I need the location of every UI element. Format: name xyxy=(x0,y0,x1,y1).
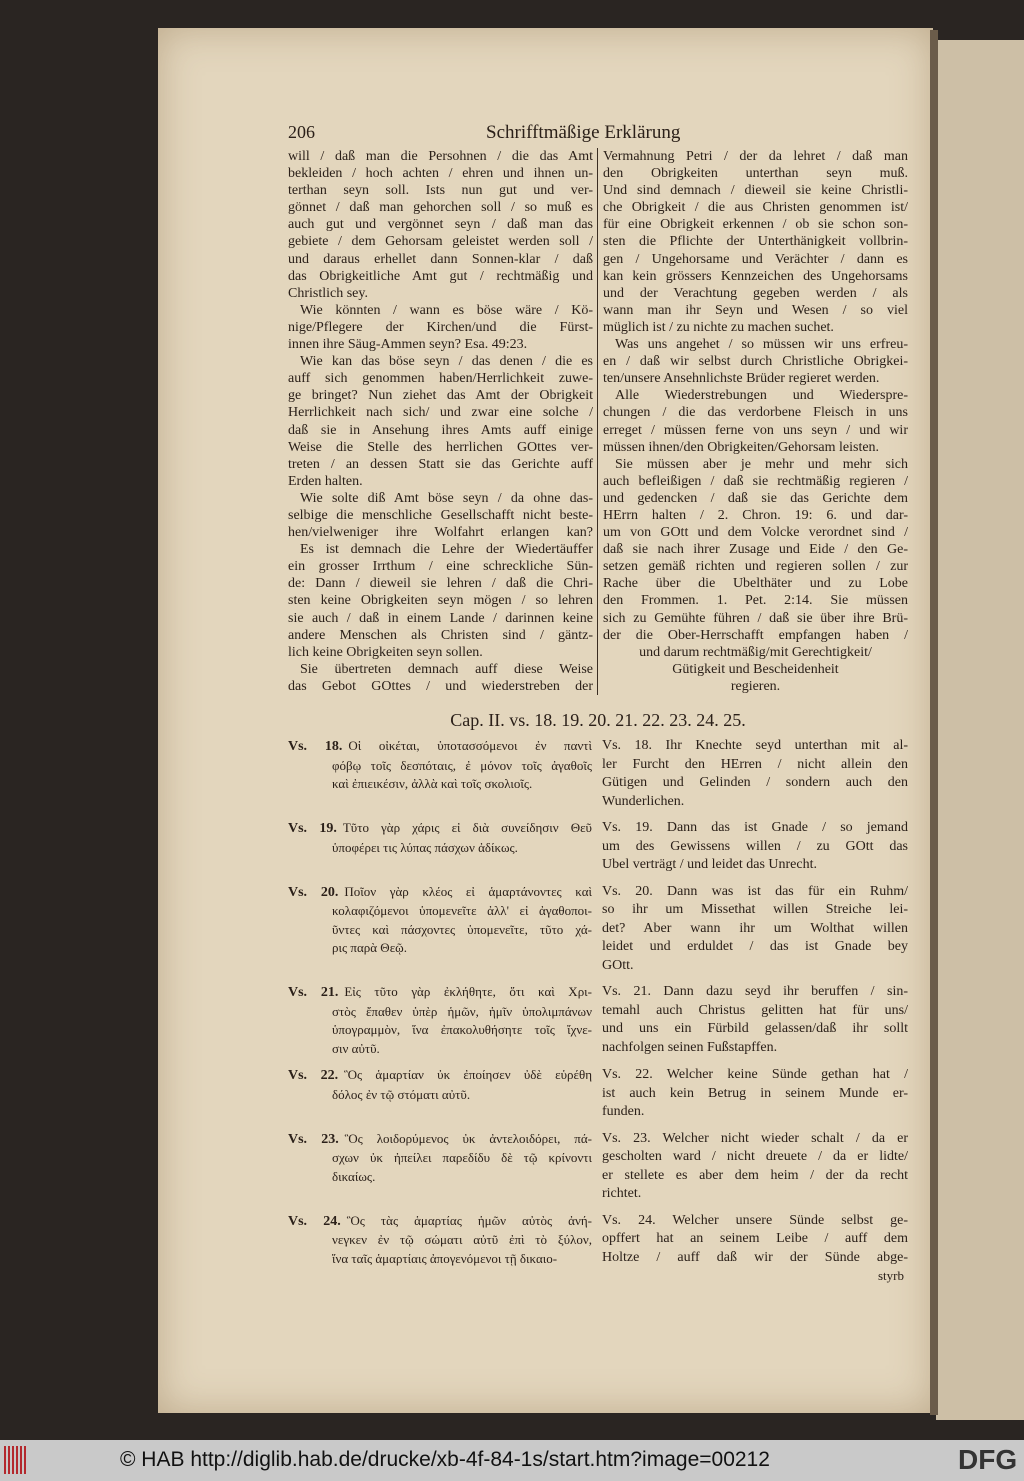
text-line: auch gut und vergönnet seyn / daß man das xyxy=(288,217,593,233)
text-line: hen/vielweniger ihre Wolfahrt erlangen kan? xyxy=(288,525,593,541)
text-line: müssen ihnen/den Obrigkeiten/Gehorsam leisten. xyxy=(603,439,880,455)
german-verse xyxy=(598,1130,908,1204)
german-line: Ubel verträgt / und leidet das Unrecht. xyxy=(602,857,817,872)
text-line: den Frommen. 1. Pet. 2:14. Sie müssen xyxy=(603,593,908,609)
text-line: Es ist demnach die Lehre der Wiedertäuffer xyxy=(300,542,593,558)
german-line: Vs. 19. Dann das ist Gnade / so jemand xyxy=(602,820,908,835)
chapter-heading: Cap. II. vs. 18. 19. 20. 21. 22. 23. 24. 25. xyxy=(450,710,746,730)
text-line: terthan seyn soll. Ists nun gut und ver- xyxy=(288,183,593,199)
text-line: Vermahnung Petri / der da lehret / daß man xyxy=(603,149,908,164)
greek-line: ἵνα ταῖς ἁμαρτίαις ἀπογενόμενοι τῇ δικαιο- xyxy=(332,1250,558,1266)
text-line: HErrn halten / 2. Chron. 19: 6. und dar- xyxy=(603,507,908,523)
german-line: opffert hat an seinem Leibe / auff dem xyxy=(602,1231,908,1246)
german-verse xyxy=(598,983,908,1058)
greek-line: ὑπογραμμὸν, ἵνα ἐπακολυθήσητε τοῖς ἴχνε- xyxy=(332,1022,592,1037)
text-line: treten / an dessen Statt sie das Gerichte auff xyxy=(288,456,593,472)
text-line: Sie übertreten demnach auff diese Weise xyxy=(300,661,593,677)
text-line: che Obrigkeit / die aus Christen genommen ist/ xyxy=(603,200,908,216)
greek-verse xyxy=(288,737,598,811)
text-line: gebiete / dem Gehorsam geleistet werden soll / xyxy=(288,234,593,250)
text-line: daß sie nach ihrer Zusage und Eide / den Ge- xyxy=(603,542,908,558)
text-line: ge bringet? Nun ziehet das Amt der Obrigkeit xyxy=(288,388,593,404)
german-line: ist auch kein Betrug in seinem Munde er- xyxy=(602,1085,908,1101)
text-line: Rache über die Ubelthäter und zu Lobe xyxy=(603,576,908,592)
german-verse xyxy=(598,819,908,875)
text-line: Gütigkeit und Bescheidenheit xyxy=(672,661,839,677)
german-line: nachfolgen seinen Fußstapffen. xyxy=(602,1039,778,1055)
german-verse xyxy=(598,1066,908,1122)
text-line: Weise die Stelle des herrlichen GOttes ver- xyxy=(288,439,593,455)
text-line: gen / Ungehorsame und Verächter / dann es xyxy=(603,251,908,267)
page-content xyxy=(288,122,908,1284)
greek-line: σχων ὐκ ἠπείλει παρεδίδυ δὲ τῷ κρίνοντι xyxy=(332,1150,592,1165)
catchword: styrb xyxy=(878,1268,904,1283)
german-line: Gütigen und Gelinden / sondern auch den xyxy=(602,775,908,790)
text-line: Wie könnten / wann es böse wäre / Kö- xyxy=(300,302,593,318)
right-column xyxy=(597,148,908,695)
dfg-logo: DFG xyxy=(958,1444,1018,1475)
verse-number: Vs. 21. xyxy=(288,985,339,1000)
german-line: richtet. xyxy=(602,1186,642,1201)
german-verse xyxy=(598,1212,908,1269)
text-line: andere Menschen als Christen sind / gäntz- xyxy=(288,627,593,643)
greek-line: δικαίως. xyxy=(332,1168,376,1184)
text-line: und darum rechtmäßig/mit Gerechtigkeit/ xyxy=(639,644,872,660)
text-line: wann man ihr Seyn und Wesen / so viel xyxy=(603,302,908,318)
greek-line: Εἰς τῦτο γὰρ ἐκλήθητε, ὅτι καὶ Χρι- xyxy=(344,984,593,999)
footer-copyright-url[interactable]: © HAB http://diglib.hab.de/drucke/xb-4f-84-1s/start.htm?image=00212 xyxy=(120,1448,770,1471)
text-line: selbige die menschliche Gesellschafft nicht beste- xyxy=(288,507,593,523)
footer-bar xyxy=(0,1440,1024,1481)
german-verse xyxy=(598,737,908,811)
left-column xyxy=(288,148,597,695)
text-line: will / daß man die Persohnen / die das Amt xyxy=(288,149,593,164)
text-line: gönnet / daß man gehorchen soll / so muß es xyxy=(288,200,593,216)
german-line: gescholten ward / nicht dreuete / da er lidte/ xyxy=(602,1149,908,1164)
two-column-text xyxy=(288,148,908,695)
text-line: das Gebot GOttes / und wiederstreben der xyxy=(288,678,593,694)
german-line: und uns ein Fürbild gelassen/daß ihr sollt xyxy=(602,1021,908,1036)
german-verse xyxy=(598,883,908,976)
text-line: und gedencken / daß sie das Gerichte dem xyxy=(603,490,908,506)
text-line: Sie müssen aber je mehr und mehr sich xyxy=(615,456,908,472)
german-line: Vs. 18. Ihr Knechte seyd unterthan mit al- xyxy=(602,738,908,753)
text-line: bekleiden / hoch achten / ehren und ihnen un- xyxy=(288,166,593,182)
greek-line: δόλος ἐν τῷ στόματι αὐτῦ. xyxy=(332,1086,471,1102)
text-line: nige/Pflegere der Kirchen/und die Fürst- xyxy=(288,319,593,335)
greek-line: νεγκεν ἐν τῷ σώματι αὐτῦ ἐπὶ τὸ ξύλον, xyxy=(332,1232,592,1247)
greek-verse xyxy=(288,1130,598,1204)
text-line: ein grosser Irrthum / eine schreckliche Sün- xyxy=(288,559,593,575)
page-number: 206 xyxy=(288,122,315,142)
greek-line: Ποῖον γὰρ κλέος εἰ ἁμαρτάνοντες καὶ xyxy=(344,883,593,899)
german-line: leidet und erduldet / das ist Gnade bey xyxy=(602,939,908,954)
german-line: det? Aber wann ihr um Wolthat willen xyxy=(602,920,908,936)
greek-line: σιν αὐτῦ. xyxy=(332,1040,380,1056)
text-line: lich keine Obrigkeiten seyn sollen. xyxy=(288,644,483,660)
german-line: Vs. 20. Dann was ist das für ein Ruhm/ xyxy=(602,883,908,899)
text-line: Herrlichkeit nach sich/ und zwar eine solche / xyxy=(288,405,593,421)
text-line: Erden halten. xyxy=(288,473,363,489)
page-header xyxy=(288,122,908,148)
german-line: Wunderlichen. xyxy=(602,793,685,809)
text-line: setzen gemäß richten und regieren sollen / zur xyxy=(603,559,908,575)
verse-number: Vs. 23. xyxy=(288,1131,339,1147)
text-line: kan kein grössers Kennzeichen des Ungehorsams xyxy=(603,268,908,284)
text-line: de: Dann / dieweil sie lehren / daß die Chri- xyxy=(288,576,593,592)
greek-line: Ὃς τὰς ἁμαρτίας ἡμῶν αὐτὸς ἀνή- xyxy=(346,1212,592,1228)
german-line: GOtt. xyxy=(602,957,634,973)
greek-line: ῦντες καὶ πάσχοντες ὑπομενεῖτε, τῦτο χά- xyxy=(332,921,592,937)
text-line: um von GOtt und dem Volcke verordnet sind / xyxy=(603,525,908,541)
greek-line: Τῦτο γὰρ χάρις εἰ διὰ συνείδησιν Θεῦ xyxy=(342,820,592,835)
text-line: für eine Obrigkeit erkennen / ob sie schon son- xyxy=(603,217,908,233)
greek-verse xyxy=(288,883,598,976)
text-line: Und sind demnach / dieweil sie keine Christli- xyxy=(603,183,908,199)
text-line: und der Verachtung gegeben werden / als xyxy=(603,285,908,301)
greek-line: Οἱ οἰκέται, ὑποτασσόμενοι ἐν παντὶ xyxy=(348,738,593,753)
verse-number: Vs. 22. xyxy=(288,1068,339,1083)
adjacent-page-edge xyxy=(936,40,1024,1420)
hab-logo-icon xyxy=(4,1446,26,1474)
text-line: sten die Pflichte der Unterthänigkeit vollbrin- xyxy=(603,234,908,250)
text-line: ten/unsere Ansehnlichste Brüder regieret werden. xyxy=(603,371,880,387)
german-line: funden. xyxy=(602,1104,645,1119)
german-line: Vs. 24. Welcher unsere Sünde selbst ge- xyxy=(602,1212,908,1228)
greek-verse xyxy=(288,1066,598,1122)
text-line: Wie kan das böse seyn / das denen / die es xyxy=(300,354,593,370)
greek-verse xyxy=(288,1212,598,1269)
text-line: sich zu Gemühte führen / daß sie über ihre Brü- xyxy=(603,610,908,626)
german-line: temahl auch Christus gelitten hat für uns/ xyxy=(602,1002,908,1018)
greek-line: Ὃς ἁμαρτίαν ὐκ ἐποίησεν ὐδὲ εὑρέθη xyxy=(344,1067,592,1082)
text-line: auch befleißigen / daß sie rechtmäßig regieren / xyxy=(603,473,908,489)
greek-verse xyxy=(288,819,598,875)
text-line: der die Ober-Herrschafft empfangen haben / xyxy=(603,627,908,643)
text-line: Christlich sey. xyxy=(288,285,368,301)
text-line: erreget / müssen ferne von uns seyn / und wir xyxy=(603,422,908,438)
greek-line: ὑποφέρει τις λύπας πάσχων ἀδίκως. xyxy=(332,839,518,855)
text-line: den Obrigkeiten unterthan seyn muß. xyxy=(603,166,908,182)
greek-line: Ὃς λοιδορύμενος ὐκ ἀντελοιδόρει, πά- xyxy=(344,1130,592,1146)
german-line: um des Gewissens willen / zu GOtt das xyxy=(602,838,908,854)
german-line: ler Furcht den HErren / nicht allein den xyxy=(602,756,908,772)
greek-line: κολαφιζόμενοι ὑπομενεῖτε ἀλλ' εἰ ἀγαθοποι- xyxy=(332,903,592,918)
german-line: Holtze / auff daß wir der Sünde abge- xyxy=(602,1249,908,1265)
text-line: daß sie in Ansehung ihres Amts auff einige xyxy=(288,422,593,438)
text-line: regieren. xyxy=(730,678,781,694)
verse-number: Vs. 18. xyxy=(288,739,343,754)
german-line: so ihr um Missethat willen Streiche lei- xyxy=(602,902,908,917)
text-line: innen ihre Säug-Ammen seyn? Esa. 49:23. xyxy=(288,337,528,353)
page-gutter-shadow xyxy=(930,30,938,1415)
running-head: Schrifftmäßige Erklärung xyxy=(486,122,681,143)
text-line: Wie solte diß Amt böse seyn / da ohne das- xyxy=(300,490,593,506)
greek-line: ρις παρὰ Θεῷ. xyxy=(332,940,407,955)
text-line: und daraus erhellet dann Sonnen-klar / daß xyxy=(288,251,593,267)
text-line: sie auch / daß in einem Lande / darinnen keine xyxy=(288,610,593,626)
german-line: Vs. 21. Dann dazu seyd ihr beruffen / sin- xyxy=(602,984,908,999)
verse-list xyxy=(288,737,908,1268)
text-line: chungen / die das verdorbene Fleisch in uns xyxy=(603,405,908,421)
verse-number: Vs. 19. xyxy=(288,821,337,836)
text-line: müglich ist / zu nichte zu machen suchet. xyxy=(603,319,834,335)
german-line: Vs. 23. Welcher nicht wieder schalt / da er xyxy=(602,1130,908,1146)
greek-verse xyxy=(288,983,598,1058)
greek-line: καὶ ἐπιεικέσιν, ἀλλὰ καὶ τοῖς σκολιοῖς. xyxy=(332,776,533,791)
text-line: Was uns angehet / so müssen wir uns erfreu- xyxy=(615,337,908,353)
greek-line: φόβῳ τοῖς δεσπόταις, ἐ μόνον τοῖς ἀγαθοῖς xyxy=(332,757,592,773)
verse-number: Vs. 20. xyxy=(288,884,339,900)
text-line: sten keine Obrigkeiten seyn mögen / so lehren xyxy=(288,593,593,609)
text-line: Alle Wiederstrebungen und Wiederspre- xyxy=(615,388,908,404)
verse-number: Vs. 24. xyxy=(288,1213,341,1229)
text-line: auff sich genommen haben/Herrlichkeit zuwe- xyxy=(288,371,593,387)
greek-line: στὸς ἔπαθεν ὑπὲρ ἡμῶν, ἡμῖν ὑπολιμπάνων xyxy=(332,1003,592,1019)
german-line: er stellete es aber dem heim / der da recht xyxy=(602,1167,908,1183)
text-line: en / daß wir selbst durch Christliche Obrigkei- xyxy=(603,354,908,370)
german-line: Vs. 22. Welcher keine Sünde gethan hat / xyxy=(602,1067,908,1082)
text-line: das Obrigkeitliche Amt gut / rechtmäßig und xyxy=(288,268,593,284)
